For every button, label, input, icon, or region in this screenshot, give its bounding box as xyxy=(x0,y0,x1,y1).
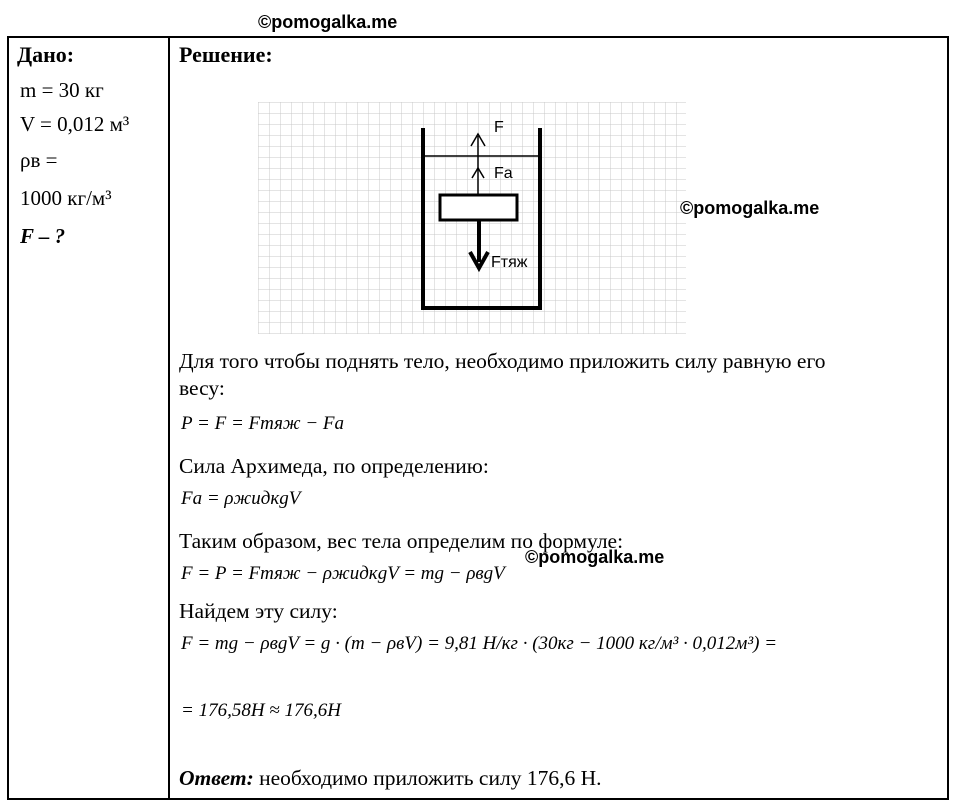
answer-line xyxy=(179,766,601,791)
watermark-top: ©pomogalka.me xyxy=(258,12,398,32)
solution-text-3: Таким образом, вес тела определим по формуле: xyxy=(179,529,624,553)
answer-label: Ответ: xyxy=(179,766,254,790)
equation-archimedes: Fа = ρжидкgV xyxy=(181,488,301,509)
equation-formula: F = P = Fтяж − ρжидкgV = mg − ρвgV xyxy=(181,563,505,584)
given-mass: m = 30 кг xyxy=(20,78,104,102)
equation-weight: P = F = Fтяж − Fа xyxy=(181,413,345,434)
watermark-lower: ©pomogalka.me xyxy=(525,547,665,567)
solution-text-2: Сила Архимеда, по определению: xyxy=(179,454,489,478)
given-density-label: ρв = xyxy=(20,148,58,172)
equation-result: = 176,58Н ≈ 176,6Н xyxy=(181,700,341,721)
given-density-value: 1000 кг/м³ xyxy=(20,186,112,210)
given-volume: V = 0,012 м³ xyxy=(20,112,130,136)
solution-text-4: Найдем эту силу: xyxy=(179,599,338,623)
submerged-body xyxy=(440,195,517,220)
label-ftyazh: Fтяж xyxy=(491,254,528,271)
column-divider xyxy=(168,38,170,798)
label-f: F xyxy=(494,119,504,136)
given-heading: Дано: xyxy=(17,42,75,67)
force-diagram xyxy=(258,102,686,334)
solution-text-1b: весу: xyxy=(179,376,225,400)
given-unknown: F – ? xyxy=(20,224,66,248)
solution-heading: Решение: xyxy=(179,42,273,67)
solution-text-1: Для того чтобы поднять тело, необходимо приложить силу равную его xyxy=(179,349,826,373)
watermark-middle: ©pomogalka.me xyxy=(680,198,820,218)
label-fa: Fa xyxy=(494,165,513,182)
answer-text: необходимо приложить силу 176,6 Н. xyxy=(253,766,602,790)
equation-calculation: F = mg − ρвgV = g · (m − ρвV) = 9,81 Н/кг · (30кг − 1000 кг/м³ · 0,012м³) = xyxy=(181,633,778,654)
